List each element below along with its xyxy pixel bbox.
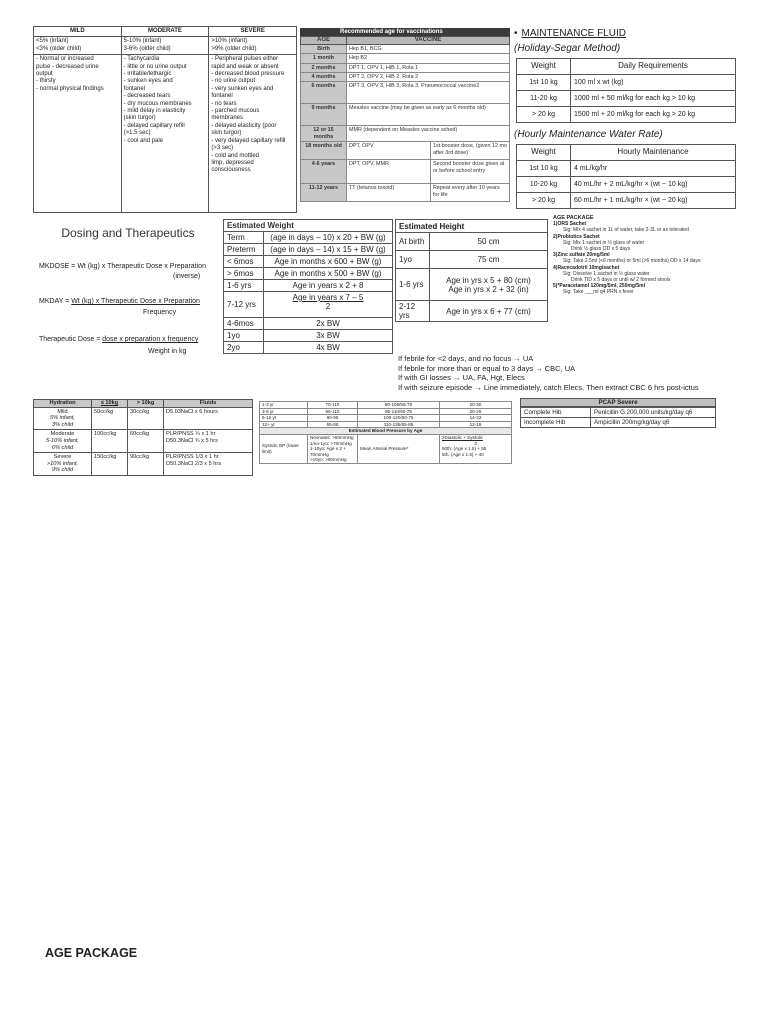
mkdose-formula: MKDOSE = Wt (kg) x Therapeutic Dose x Preparation [39,263,206,270]
mild-signs: - Normal or increased pulse - decreased urine output - thirsty - normal physical findings [34,55,122,213]
table-row: 1-3 yr 70-110 90-105/55-70 20-30 [260,402,512,409]
table-row: 1st 10 kg 100 ml x wt (kg) [517,75,736,91]
table-row: 7-12 yrs Age in years x 7 – 5 2 [224,292,393,318]
mkday-denominator: Frequency [143,309,177,316]
hydration-table: Hydration ≤ 10kg > 10kg Fluids Mild 5% infant, 3% child 50cc/kg 30cc/kg D5.03NaCl x 6 hours Moderate 5-10% infant, 6% child 100cc/kg 60cc/kg PLR/PNSS ¼ x 1 hr D50.3NaCl ¾ x 5 hrs Severe >10% infant, 9% child 150cc/kg 90cc/kg PLR/PNSS 1/3 x 1 hr D50.3NaCl 2/3 x 5 hrs [33,399,253,463]
header-moderate: MODERATE [121,27,209,37]
page-title: AGE PACKAGE [45,946,138,960]
table-row: Term (age in days – 10) x 20 + BW (g) [224,232,393,244]
table-row: 4 months DPT 2, OPV 2, HiB 2, Rota 2 [301,73,510,82]
header-mild: MILD [34,27,122,37]
table-row: 9 months Measles vaccine (may be given as early as 6 months old) [301,104,510,126]
table-row: 1-6 yrs Age in years x 2 + 8 [224,280,393,292]
list-item: 4)Racecadotril 10mg/sachet Sig: Dissolve 1 sachet in ½ glass water Drink TID x 5 days or until w/ 2 formed stools [553,264,671,284]
table-row: Birth Hep B1, BCG [301,44,510,53]
table-row: < 6mos Age in months x 600 + BW (g) [224,256,393,268]
vaccination-title: Recommended age for vaccinations [300,28,510,36]
list-item: If with seizure episode → Line immediately, catch Elecs. Then extract CBC 6 hrs post-ictus [398,382,699,392]
table-row: 1st 10 kg 4 mL/kg/hr [517,161,736,177]
age-package-box [553,215,768,355]
table-row: 2-12 yrs Age in yrs x 6 + 77 (cm) [396,301,548,322]
bullet-icon: • [514,28,518,39]
table-row: > 20 kg 1500 ml + 20 ml/kg for each kg > 20 kg [517,107,736,123]
vital-signs-table [259,401,512,463]
severe-signs: - Peripheral pulses either rapid and weak or absent - decreased blood pressure - no urine output - very sunken eyes and fontanel - no tears - parched mucous membranes - delayed elasticity (poor skin turgor) - very delayed capillary refill (>3 sec) - cold and mottled limp, depressed consciousness [209,55,297,213]
list-item: 3)Zinc sulfate 20mg/5ml Sig: Take 2.5ml (<6 months) or 5ml (>6 months) OD x 14 days [553,252,701,265]
table-row: 1-6 yrs Age in yrs x 5 + 80 (cm) Age in yrs x 2 + 32 (in) [396,269,548,301]
mild-percent: <5% (infant) <3% (older child) [34,37,122,55]
table-row: Systolic BP (lower limit) Neonates: >60mmHg 1mo-1yo: >70mmHg 1-10yo: Age x 2 + 70mmHg >10yo: >90mmHg Mean Arterial Pressure* 2Diastolic + Systolic 3 50th: (Age x 1.5) + 55 5th: (Age x 1.5) + 40 [260,434,512,463]
table-row: 4-6mos 2x BW [224,318,393,330]
table-row: 6-12 yr 60-95 100-120/60-75 14-22 [260,415,512,422]
therapeutic-dose-formula: Therapeutic Dose = dose x preparation x frequency [39,336,199,343]
table-row: Preterm (age in days – 14) x 15 + BW (g) [224,244,393,256]
table-row: 1yo 75 cm [396,251,548,269]
header-severe: SEVERE [209,27,297,37]
estimated-height-title: Estimated Height [396,220,548,233]
maintenance-heading: MAINTENANCE FLUID [521,28,626,39]
list-item: 5)*Paracetamol 120mg/5ml, 250mg/5ml Sig: Take ___ml q4 PRN x fever [553,283,645,296]
table-row: At birth 50 cm [396,233,548,251]
moderate-signs: - Tachycardia - little or no urine output - irritable/lethargic - sunken eyes and fontanel - decreased tears - dry mucous membranes - mild delay in elasticity (skin turgor) - delayed capillary refill (>1.5 sec) - cool and pale [121,55,209,213]
dosing-title: Dosing and Therapeutics [61,226,195,240]
table-row: Mild 5% infant, 3% child 50cc/kg 30cc/kg D5.03NaCl x 6 hours [34,407,253,430]
hourly-maintenance-label: (Hourly Maintenance Water Rate) [514,129,663,140]
table-row: Complete Hib Penicillin G 200,000 units/kg/day q6 [521,408,716,418]
holiday-segar-label: (Holiday-Segar Method) [514,43,621,54]
table-row: 6 months DPT 3, OPV 3, HiB 3, Rota 3, Pneumococcal vaccine2 [301,82,510,104]
list-item: If febrile for more than or equal to 3 days → CBC, UA [398,363,576,373]
table-row: 4-6 years DPT, OPV, MMR Second booster dose given at or before school entry [301,160,510,184]
table-row: 11-12 years TT (tetanus toxoid) Repeat every after 10 years for life [301,184,510,202]
hourly-maintenance-table: Weight Hourly Maintenance 1st 10 kg 4 mL/kg/hr 10-20 kg 40 mL/hr + 2 mL/kg/hr × (wt − 10 kg) > 20 kg 60 mL/hr + 1 mL/kg/hr × (wt − 20 kg) [516,144,736,209]
table-row: Incomplete Hib Ampicillin 200mg/kg/day q6 [521,418,716,428]
age-package-title: AGE PACKAGE [553,215,594,221]
vaccination-table [300,28,510,199]
dehydration-table [33,26,297,218]
list-item: 2)Probiotics Sachet Sig: Mix 1 sachet in ½ glass of water Drink ½ glass OD x 5 days [553,233,645,253]
febrile-guidelines [398,354,768,398]
table-row: 2yo 4x BW [224,342,393,354]
therapeutic-dose-denominator: Weight in kg [148,348,187,355]
table-row: Severe >10% infant, 9% child 150cc/kg 90cc/kg PLR/PNSS 1/3 x 1 hr D50.3NaCl 2/3 x 5 hrs [34,453,253,476]
blood-pressure-title: Estimated Blood Pressure by Age [260,428,512,435]
moderate-percent: 5-10% (infant) 3-6% (older child) [121,37,209,55]
vacc-header-vaccine: VACCINE [347,37,510,44]
severe-percent: >10% (infant) >9% (older child) [209,37,297,55]
table-row: 12+ yr 55-85 110-135/65-85 12-18 [260,421,512,428]
list-item: If with GI losses → UA, FA, Hgt, Elecs [398,373,525,382]
estimated-weight-table [223,219,393,371]
table-row: 2 months DPT 1, OPV 1, HiB 1, Rota 1 [301,63,510,72]
estimated-weight-title: Estimated Weight [224,220,393,232]
vacc-header-age: AGE [301,37,347,44]
list-item: 1)ORS Sachet Sig: Mix 4 sachet in 1L of water, take 2-3L or as tolerated [553,221,689,234]
table-row: 18 months old DPT, OPV 1st booster dose, (given 12 mo after 3rd dose) [301,142,510,160]
daily-requirements-table: Weight Daily Requirements 1st 10 kg 100 ml x wt (kg) 11-20 kg 1000 ml + 50 ml/kg for each kg > 10 kg > 20 kg 1500 ml + 20 ml/kg for each kg > 20 kg [516,58,736,123]
dosing-section [33,221,223,391]
table-row: 3-6 yr 65-110 95-110/60-75 20-25 [260,408,512,415]
table-row: 10-20 kg 40 mL/hr + 2 mL/kg/hr × (wt − 10 kg) [517,177,736,193]
table-row: 1yo 3x BW [224,330,393,342]
maintenance-fluid-section [512,28,736,214]
table-row: > 6mos Age in months x 500 + BW (g) [224,268,393,280]
list-item: If febrile for <2 days, and no focus → UA [398,354,534,363]
table-row: 11-20 kg 1000 ml + 50 ml/kg for each kg > 10 kg [517,91,736,107]
pcap-title: PCAP Severe [520,398,716,407]
mkday-formula: MKDAY = Wt (kg) x Therapeutic Dose x Preparation [39,298,200,305]
mkdose-note: (inverse) [173,273,201,280]
table-row: Moderate 5-10% infant, 6% child 100cc/kg 60cc/kg PLR/PNSS ¼ x 1 hr D50.3NaCl ¾ x 5 hrs [34,430,253,453]
table-row: 1 month Hep B2 [301,54,510,63]
table-row: > 20 kg 60 mL/hr + 1 mL/kg/hr × (wt − 20 kg) [517,193,736,209]
pcap-severe-table [520,398,716,446]
table-row: 12 or 15 months MMR (dependent on Measles vaccine sched) [301,126,510,142]
estimated-height-table [395,219,548,349]
